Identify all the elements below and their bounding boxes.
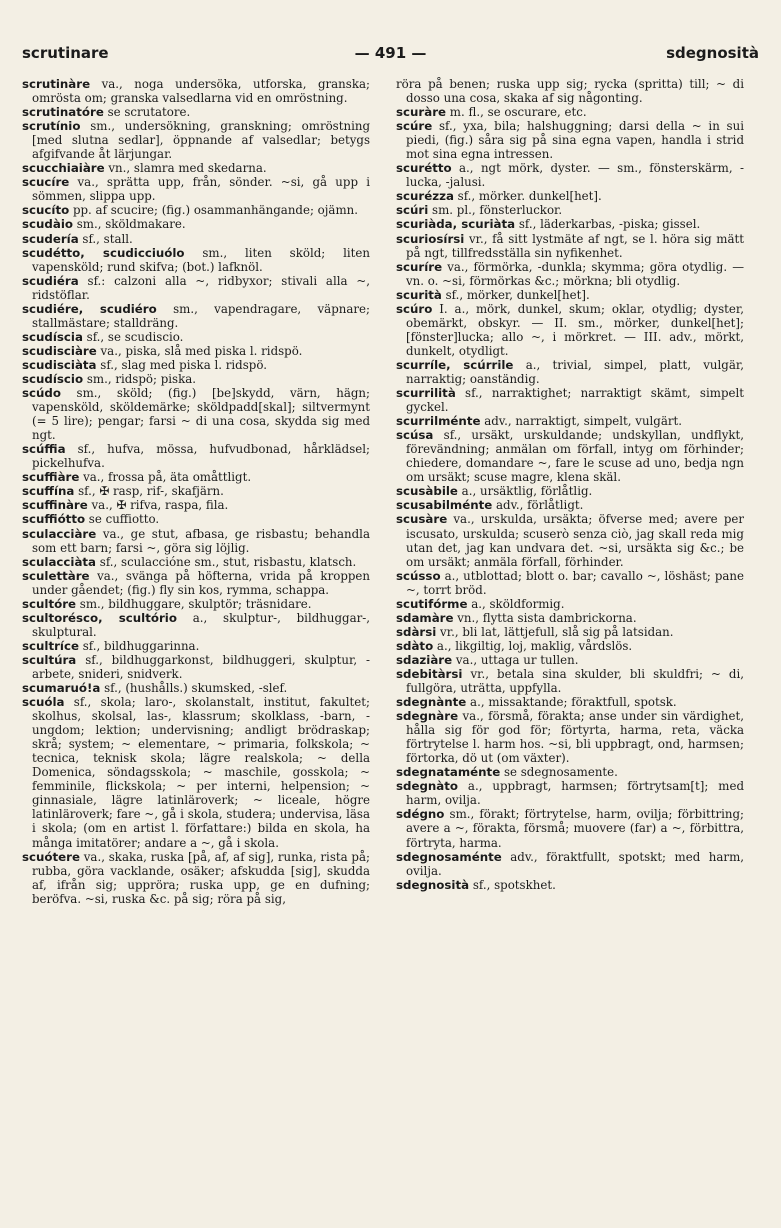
entry-definition: sf., ✠ rasp, rif-, skafjärn. (74, 484, 224, 499)
entry-definition: sm., vapendragare, väpnare; stallmästare; stalldräng. (32, 301, 370, 330)
entry-definition: a., missaktande; föraktfull, spotsk. (466, 695, 677, 710)
entry-definition: sm., sköldmakare. (72, 217, 186, 232)
dictionary-entry (22, 372, 370, 386)
entry-definition: a., trivial, simpel, platt, vulgär, narraktig; oanständig. (406, 357, 744, 386)
entry-definition: sm. pl., fönsterluckor. (428, 203, 563, 218)
dictionary-entry (396, 217, 744, 231)
entry-headword: scuffiàre (22, 470, 80, 485)
entry-headword: scucchiaiàre (22, 161, 105, 176)
dictionary-entry (396, 597, 744, 611)
entry-definition: sf., ursäkt, urskuldande; undskyllan, undflykt, förevändning; anmälan om förfall, intyg om förhinder; chiedere, domandare ~, fare le scuse ad uno, bedja ngn om ursäkt; scuse magre, klena skäl. (406, 428, 744, 485)
entry-definition: adv., förlåtligt. (492, 498, 584, 513)
dictionary-entry (396, 807, 744, 849)
entry-headword: scudisciàre (22, 343, 97, 358)
entry-definition: a., utblottad; blott o. bar; cavallo ~, löshäst; pane ~, torrt bröd. (406, 568, 744, 597)
entry-headword: scudería (22, 231, 79, 246)
page-number: — 491 — (354, 44, 427, 62)
entry-definition: sf., bildhuggarinna. (78, 638, 200, 653)
entry-definition: va., uttaga ur tullen. (452, 652, 579, 667)
entry-headword: scusabilménte (396, 498, 493, 513)
right-column (396, 77, 744, 1217)
dictionary-entry (22, 203, 370, 217)
entry-definition: vn., slamra med skedarna. (104, 161, 267, 176)
dictionary-entry (396, 653, 744, 667)
dictionary-entry (396, 498, 744, 512)
entry-definition: sf., mörker. dunkel[het]. (453, 189, 602, 204)
entry-definition: va., piska, slå med piska l. ridspö. (96, 343, 303, 358)
dictionary-entry (22, 274, 370, 302)
entry-headword: scrutinàre (22, 77, 91, 91)
entry-definition: sm., sköld; (fig.) [be]skydd, värn, hägn; vapensköld, sköldemärke; sköldpadd[skal]; siltvermynt (= 5 lire); pengar; farsi ~ di una cosa, skydda sig med ngt. (32, 386, 370, 443)
entry-definition: va., noga undersöka, utforska, granska; omrösta om; granska valsedlarna vid en omröstning. (32, 77, 370, 106)
dictionary-entry (22, 77, 370, 105)
dictionary-entry (22, 175, 370, 203)
dictionary-entry (22, 232, 370, 246)
entry-headword: sdaziàre (396, 652, 453, 667)
entry-headword: scusàbile (396, 484, 458, 499)
entry-definition: adv., föraktfullt, spotskt; med harm, ovilja. (406, 849, 744, 878)
entry-definition: röra på benen; ruska upp sig; rycka (sprittа) till; ~ di dosso una cosa, skaka af sig någonting. (396, 77, 744, 106)
entry-headword: scudiéra (22, 273, 79, 288)
entry-headword: sdegnataménte (396, 765, 501, 780)
entry-headword: scúdo (22, 386, 61, 401)
entry-definition: a., ursäktlig, förlåtlig. (457, 484, 593, 499)
entry-headword: scudàio (22, 217, 73, 232)
dictionary-entry (22, 597, 370, 611)
entry-definition: adv., narraktigt, simpelt, vulgärt. (480, 414, 683, 429)
entry-headword: sdégno (396, 807, 445, 822)
entry-definition: a., skulptur-, bildhuggar-, skulptural. (32, 610, 370, 639)
entry-definition: se sdegnosamente. (500, 765, 618, 780)
entry-definition: a., ngt mörk, dyster. — sm., fönsterskärm, -lucka, -jalusi. (406, 161, 744, 190)
entry-definition: sm., undersökning, granskning; omröstning [med slutna sedlar], öppnande af valsedlar; betygs afgifvande åt lärjungar. (32, 119, 370, 162)
left-column (22, 77, 370, 1217)
entry-headword: scúsa (396, 428, 434, 443)
dictionary-entry (22, 527, 370, 555)
entry-headword: scumaruó!a (22, 681, 101, 696)
entry-definition: vr., bli lat, lättjefull, slå sig på latsidan. (436, 624, 674, 639)
entry-headword: scurríle, scúrrile (396, 357, 514, 372)
entry-definition: va., förmörka, -dunkla; skymma; göra otydlig. — vn. o. ~si, förmörkas &c.; mörkna; bli otydlig. (406, 259, 744, 288)
dictionary-entry (396, 765, 744, 779)
dictionary-entry (396, 569, 744, 597)
dictionary-entry (396, 260, 744, 288)
dictionary-entry (396, 302, 744, 358)
entry-definition: sf., skola; laro-, skolanstalt, institut, fakultet; skolhus, skolsal, las-, klassrum; skolklass, -barn, -ungdom; lektion; undervisning; andligt brödraskap; skrå; system; ~ elementare, ~ primaria, folkskola; ~ tecnica, teknisk skola; lägre realskola; ~ della Domenica, söndagsskola; ~ maschile, gosskola; ~ femminile, flickskola; ~ per interni, helpension; ~ ginnasiale, lägre latinläroverk; ~ liceale, högre latinläroverk; fare ~, gå i skola, studera; undervisa, läsa i skola; (om en artist l. författare:) bilda en skola, ha många imitatörer; andare a ~, gå i skola. (32, 695, 370, 850)
entry-headword: scurrilménte (396, 414, 481, 429)
entry-headword: scurézza (396, 189, 454, 204)
entry-headword: sculacciàta (22, 554, 97, 569)
dictionary-entry (396, 414, 744, 428)
entry-headword: sculacciàre (22, 526, 97, 541)
entry-headword: scuffiótto (22, 512, 86, 527)
entry-headword: scultúra (22, 652, 77, 667)
entry-headword: scudíscia (22, 329, 83, 344)
dictionary-entry (22, 161, 370, 175)
entry-definition: a., sköldformig. (467, 596, 565, 611)
entry-headword: sculettàre (22, 568, 90, 583)
entry-definition: vr., betala sina skulder, bli skuldfri; ~ di, fullgöra, uträtta, uppfylla. (406, 666, 744, 696)
entry-headword: scusàre (396, 512, 448, 527)
dictionary-entry (396, 611, 744, 625)
dictionary-entry (396, 119, 744, 161)
entry-definition: sf., slag med piska l. ridspö. (96, 357, 267, 372)
dictionary-entry (22, 695, 370, 850)
entry-headword: scudíscio (22, 371, 84, 386)
dictionary-entry (22, 569, 370, 597)
entry-headword: scuriosírsi (396, 231, 465, 246)
dictionary-entry (22, 484, 370, 498)
entry-headword: sdegnàto (396, 779, 459, 794)
entry-definition: sf.: calzoni alla ~, ridbyxor; stivali alla ~, ridstöflar. (32, 273, 370, 302)
entry-headword: sdebitàrsi (396, 666, 463, 681)
entry-headword: scuríre (396, 259, 443, 274)
running-head (22, 44, 759, 64)
entry-definition: va., försmå, förakta; anse under sin värdighet, hålla sig för god för; förtyrta, harma, reta, väcka förtrytelse l. harm hos. ~si, bli uppbragt, ond, harmsen; förtorka, dö ut (om växter). (406, 709, 744, 766)
entry-headword: scudiére, scudiéro (22, 301, 157, 316)
entry-headword: scuffinàre (22, 498, 88, 513)
entry-headword: scultorésco, scultório (22, 610, 177, 625)
dictionary-entry (22, 498, 370, 512)
entry-headword: scutifórme (396, 596, 468, 611)
entry-headword: sdegnosaménte (396, 849, 502, 864)
dictionary-entry (22, 358, 370, 372)
entry-headword: scucíto (22, 203, 70, 218)
dictionary-entry (396, 428, 744, 484)
dictionary-entry (396, 695, 744, 709)
dictionary-entry (396, 77, 744, 105)
dictionary-entry (396, 779, 744, 807)
entry-headword: scuriàda, scuriàta (396, 217, 516, 232)
entry-headword: scrutínio (22, 119, 81, 134)
entry-definition: sf., hufva, mössa, hufvudbonad, hårklädsel; pickelhufva. (32, 442, 370, 471)
dictionary-entry (22, 217, 370, 231)
entry-headword: scúffia (22, 442, 66, 457)
entry-definition: va., sprätta upp, från, sönder. ~si, gå upp i sömmen, slippa upp. (32, 175, 370, 204)
entry-definition: va., ✠ rifva, raspa, fila. (87, 498, 229, 513)
entry-definition: sf., (hushålls.) skumsked, -slef. (100, 681, 288, 696)
entry-definition: va., ge stut, afbasa, ge risbastu; behandla som ett barn; farsi ~, göra sig löjlig. (32, 526, 370, 555)
dictionary-entry (396, 639, 744, 653)
dictionary-entry (22, 681, 370, 695)
entry-headword: scúre (396, 119, 433, 134)
entry-definition: I. a., mörk, dunkel, skum; oklar, otydlig; dyster, obemärkt, obskyr. — II. sm., mörker, dunkel[het]; [fönster]lucka; allo ~, i mörkret. — III. adv., mörkt, dunkelt, otydligt. (406, 301, 744, 358)
entry-headword: scússo (396, 568, 441, 583)
entry-definition: sm., ridspö; piska. (83, 371, 197, 386)
entry-headword: sdàto (396, 638, 434, 653)
header-left-guideword: scrutinare (22, 44, 109, 62)
entry-definition: pp. af scucire; (fig.) osammanhängande; ojämn. (69, 203, 359, 218)
entry-headword: scurétto (396, 161, 452, 176)
entry-definition: sf., bildhuggarkonst, bildhuggeri, skulptur, -arbete, snideri, snidverk. (32, 652, 370, 681)
dictionary-entry (396, 709, 744, 765)
entry-definition: sf., läderkarbas, -piska; gissel. (515, 217, 701, 232)
entry-definition: sf., sculaccióne sm., stut, risbastu, klatsch. (96, 554, 357, 569)
header-right-guideword: sdegnosità (666, 44, 759, 62)
dictionary-entry (22, 611, 370, 639)
entry-headword: scuóla (22, 695, 65, 710)
dictionary-entry (22, 653, 370, 681)
entry-definition: sm., liten sköld; liten vapensköld; rund skifva; (bot.) lafknöl. (32, 245, 370, 274)
entry-definition: sf., spotskhet. (469, 877, 556, 892)
entry-definition: sf., stall. (78, 231, 133, 246)
entry-headword: scrutinatóre (22, 105, 104, 120)
dictionary-entry (396, 189, 744, 203)
dictionary-entry (22, 246, 370, 274)
dictionary-entry (396, 232, 744, 260)
dictionary-entry (22, 850, 370, 906)
dictionary-entry (22, 442, 370, 470)
entry-headword: scuràre (396, 105, 447, 120)
dictionary-entry (22, 555, 370, 569)
entry-headword: sdamàre (396, 610, 454, 625)
dictionary-entry (396, 667, 744, 695)
dictionary-entry (22, 512, 370, 526)
entry-headword: sdàrsi (396, 624, 437, 639)
entry-headword: scuffína (22, 484, 75, 499)
entry-headword: scudétto, scudicciuólo (22, 245, 185, 260)
dictionary-entry (22, 470, 370, 484)
dictionary-entry (22, 386, 370, 442)
entry-headword: scuótere (22, 849, 80, 864)
entry-headword: scurrilità (396, 386, 456, 401)
entry-columns (22, 77, 758, 1217)
entry-definition: sf., mörker, dunkel[het]. (441, 287, 590, 302)
entry-headword: sdegnàre (396, 709, 459, 724)
dictionary-entry (396, 203, 744, 217)
dictionary-entry (396, 288, 744, 302)
entry-definition: vn., flytta sista dambrickorna. (453, 610, 637, 625)
dictionary-entry (22, 119, 370, 161)
dictionary-entry (396, 625, 744, 639)
entry-definition: a., likgiltig, loj, maklig, vårdslös. (433, 638, 633, 653)
entry-headword: scultríce (22, 638, 79, 653)
dictionary-entry (396, 850, 744, 878)
entry-definition: va., skaka, ruska [på, af, af sig], runka, rista på; rubba, göra vacklande, osäker; afskudda [sig], skudda af, ifrån sig; uppröra; ruska upp, ge en dufning; beröfva. ~si, ruska &c. på sig; röra på sig, (32, 849, 370, 906)
entry-definition: va., urskulda, ursäkta; öfverse med; avere per iscusato, urskulda; scuserò senza ciò, jag skall reda mig utan det, jag kan undvara det. ~si, ursäkta sig &c.; be om ursäkt; anmäla förfall, förhinder. (406, 512, 744, 569)
entry-definition: sf., narraktighet; narraktigt skämt, simpelt gyckel. (406, 386, 744, 415)
dictionary-entry (396, 484, 744, 498)
dictionary-entry (396, 358, 744, 386)
entry-definition: sm., bildhuggare, skulptör; träsnidare. (76, 596, 312, 611)
entry-definition: sm., förakt; förtrytelse, harm, ovilja; förbittring; avere a ~, förakta, försmå; muovere (far) a ~, förbittra, förtryta, harma. (406, 807, 744, 850)
entry-headword: scuritа̀ (396, 287, 442, 302)
entry-definition: se scrutatore. (103, 105, 191, 120)
entry-definition: vr., få sitt lystmäte af ngt, se l. höra sig mätt på ngt, tillfredsställa sin nyfikenhet. (406, 231, 744, 260)
entry-definition: m. fl., se oscurare, etc. (446, 105, 587, 120)
entry-headword: scudisciàta (22, 357, 97, 372)
entry-definition: se cuffiotto. (85, 512, 160, 527)
dictionary-entry (396, 105, 744, 119)
entry-definition: a., uppbragt, harmsen; förtrytsam[t]; med harm, ovilja. (406, 779, 744, 808)
dictionary-entry (22, 105, 370, 119)
dictionary-entry (22, 330, 370, 344)
entry-headword: sdegnosità (396, 877, 470, 892)
entry-headword: sdegnànte (396, 695, 467, 710)
dictionary-entry (396, 512, 744, 568)
dictionary-entry (22, 344, 370, 358)
dictionary-entry (396, 386, 744, 414)
dictionary-entry (22, 302, 370, 330)
entry-headword: scultóre (22, 596, 77, 611)
dictionary-entry (22, 639, 370, 653)
entry-definition: va., frossa på, äta omåttligt. (79, 470, 252, 485)
dictionary-entry (396, 878, 744, 892)
entry-headword: scucíre (22, 175, 70, 190)
dictionary-entry (396, 161, 744, 189)
entry-headword: scúri (396, 203, 429, 218)
entry-definition: sf., yxa, bila; halshuggning; darsi della ~ in sui piedi, (fig.) såra sig på sina egna vapen, handla i strid mot sina egna intressen. (406, 119, 744, 162)
entry-definition: va., svänga på höfterna, vrida på kroppen under gåendet; (fig.) fly sin kos, rymma, schappa. (32, 568, 370, 597)
entry-headword: scúro (396, 301, 433, 316)
entry-definition: sf., se scudiscio. (82, 329, 184, 344)
